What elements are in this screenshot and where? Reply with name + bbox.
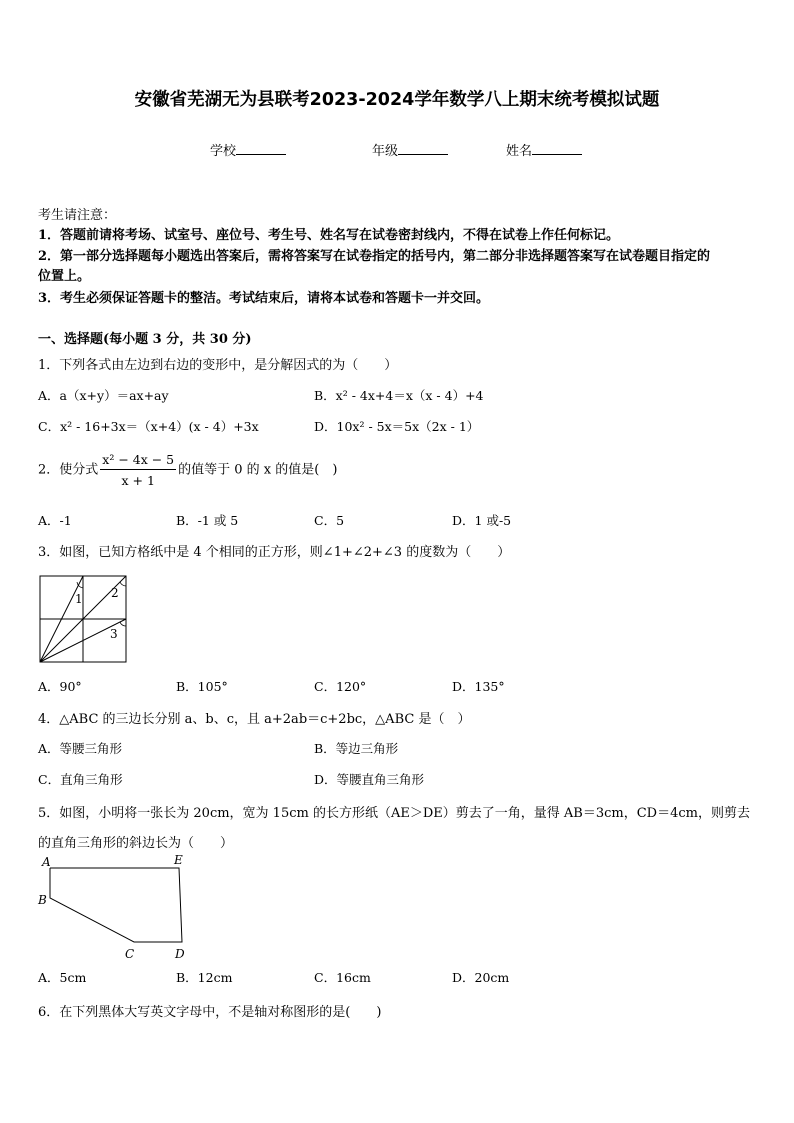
q4-option-c[interactable]: C．直角三角形 [38,772,123,787]
q3-stem: 3．如图，已知方格纸中是 4 个相同的正方形，则∠1+∠2+∠3 的度数为（ ） [38,545,511,560]
q1-option-c[interactable]: C．x² - 16+3x＝（x+4）(x - 4）+3x [38,419,259,434]
q2-numerator: x² − 4x − 5 [100,452,176,470]
q5-label-c: C [125,947,135,961]
school-blank[interactable] [236,142,286,155]
notice-item-1: 1．答题前请将考场、试室号、座位号、考生号、姓名写在试卷密封线内，不得在试卷上作任何标记。 [38,228,620,243]
q5-option-d[interactable]: D．20cm [452,970,510,985]
q1-stem: 1．下列各式由左边到右边的变形中，是分解因式的为（ ） [38,358,398,373]
q1-option-b[interactable]: B．x² - 4x+4＝x（x - 4）+4 [314,388,484,403]
q3-option-a[interactable]: A．90° [38,679,82,694]
notice-heading: 考生请注意： [38,208,117,223]
q5-label-d: D [175,947,185,961]
q2-denominator: x + 1 [121,473,155,488]
q4-stem: 4．△ABC 的三边长分别 a、b、c，且 a+2ab＝c+2bc，△ABC 是（ ） [38,712,471,727]
q4-option-a[interactable]: A．等腰三角形 [38,741,123,756]
q6-stem: 6．在下列黑体大写英文字母中，不是轴对称图形的是( ) [38,1005,382,1020]
q2-suffix: 的值等于 0 的 x 的值是( ) [178,462,338,478]
q1-option-d[interactable]: D．10x² - 5x＝5x（2x - 1） [314,419,480,434]
q5-stem-line1: 5．如图，小明将一张长为 20cm，宽为 15cm 的长方形纸（AE＞DE）剪去了一角，量得 AB＝3cm，CD＝4cm，则剪去 [38,806,750,821]
q5-label-a: A [42,855,51,869]
q2-option-a[interactable]: A．-1 [38,513,72,528]
q5-paper-outline [50,868,182,942]
q4-option-b[interactable]: B．等边三角形 [314,741,399,756]
q5-paper-figure [36,852,196,962]
q5-label-b: B [38,893,47,907]
q2-stem [38,452,337,488]
q3-option-c[interactable]: C．120° [314,679,367,694]
q3-label-3: 3 [110,627,118,641]
section-heading: 一、选择题(每小题 3 分，共 30 分) [38,332,252,347]
q3-arc-3 [120,622,126,626]
q2-option-c[interactable]: C．5 [314,513,345,528]
name-blank[interactable] [532,142,582,155]
page-title: 安徽省芜湖无为县联考2023-2024学年数学八上期末统考模拟试题 [134,90,660,110]
q3-option-b[interactable]: B．105° [176,679,228,694]
q5-label-e: E [174,853,183,867]
name-field[interactable] [506,140,582,159]
q2-option-b[interactable]: B．-1 或 5 [176,513,239,528]
q3-grid-figure [38,574,130,666]
q3-option-d[interactable]: D．135° [452,679,505,694]
school-label: 学校 [210,144,237,159]
q2-prefix: 2．使分式 [38,462,99,478]
school-field[interactable] [210,140,286,159]
grade-label: 年级 [372,144,399,159]
q5-option-c[interactable]: C．16cm [314,970,371,985]
grade-blank[interactable] [398,142,448,155]
notice-item-3: 3．考生必须保证答题卡的整洁。考试结束后，请将本试卷和答题卡一并交回。 [38,291,490,306]
q1-option-a[interactable]: A．a（x+y）＝ax+ay [38,388,169,403]
q5-option-b[interactable]: B．12cm [176,970,233,985]
q3-label-1: 1 [75,592,83,606]
q2-option-d[interactable]: D．1 或-5 [452,513,512,528]
q3-arc-2 [120,582,126,586]
notice-item-2: 2．第一部分选择题每小题选出答案后，需将答案写在试卷指定的括号内，第二部分非选择题答案写在试卷题目指定的 [38,249,711,264]
q5-option-a[interactable]: A．5cm [38,970,87,985]
grade-field[interactable] [372,140,448,159]
name-label: 姓名 [506,144,533,159]
q3-label-2: 2 [111,586,119,600]
q5-stem-line2: 的直角三角形的斜边长为（ ） [38,836,234,851]
q4-option-d[interactable]: D．等腰直角三角形 [314,772,425,787]
q2-fraction [100,452,176,488]
notice-item-2-cont: 位置上。 [38,269,91,284]
